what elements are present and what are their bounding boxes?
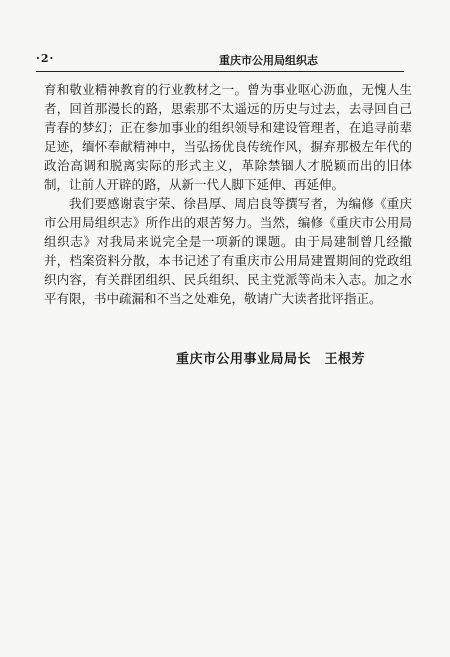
- signature: 重庆市公用事业局局长 王根芳: [176, 352, 366, 367]
- running-title: 重庆市公用局组织志: [219, 54, 318, 67]
- body-text: [44, 80, 412, 308]
- page-number: ·2·: [36, 52, 55, 65]
- page-header: [36, 52, 404, 68]
- paragraph-acknowledgement: 我们要感谢袁宇荣、徐昌厚、周启良等撰写者，为编修《重庆市公用局组织志》所作出的艰苦努力。当然，编修《重庆市公用局组织志》对我局来说完全是一项新的课题。由于局建制曾几经撤并，档案资料分散，本书记述了有重庆市公用局建置期间的党政组织内容，有关群团组织、民兵组织、民主党派等尚未入志。加之水平有限，书中疏漏和不当之处难免，敬请广大读者批评指正。: [44, 196, 412, 306]
- paragraph-continuation: 育和敬业精神教育的行业教材之一。曾为事业呕心沥血，无愧人生者，回首那漫长的路，思索那不太遥远的历史与过去，去寻回自己青春的梦幻；正在参加事业的组织领导和建设管理者，在追寻前辈足迹，缅怀奉献精神中，当弘扬优良传统作风，摒弃那极左年代的政治高调和脱离实际的形式主义，革除禁锢人才脱颖而出的旧体制，让前人开辟的路，从新一代人脚下延伸、再延伸。: [44, 82, 412, 192]
- header-rule: [36, 71, 404, 72]
